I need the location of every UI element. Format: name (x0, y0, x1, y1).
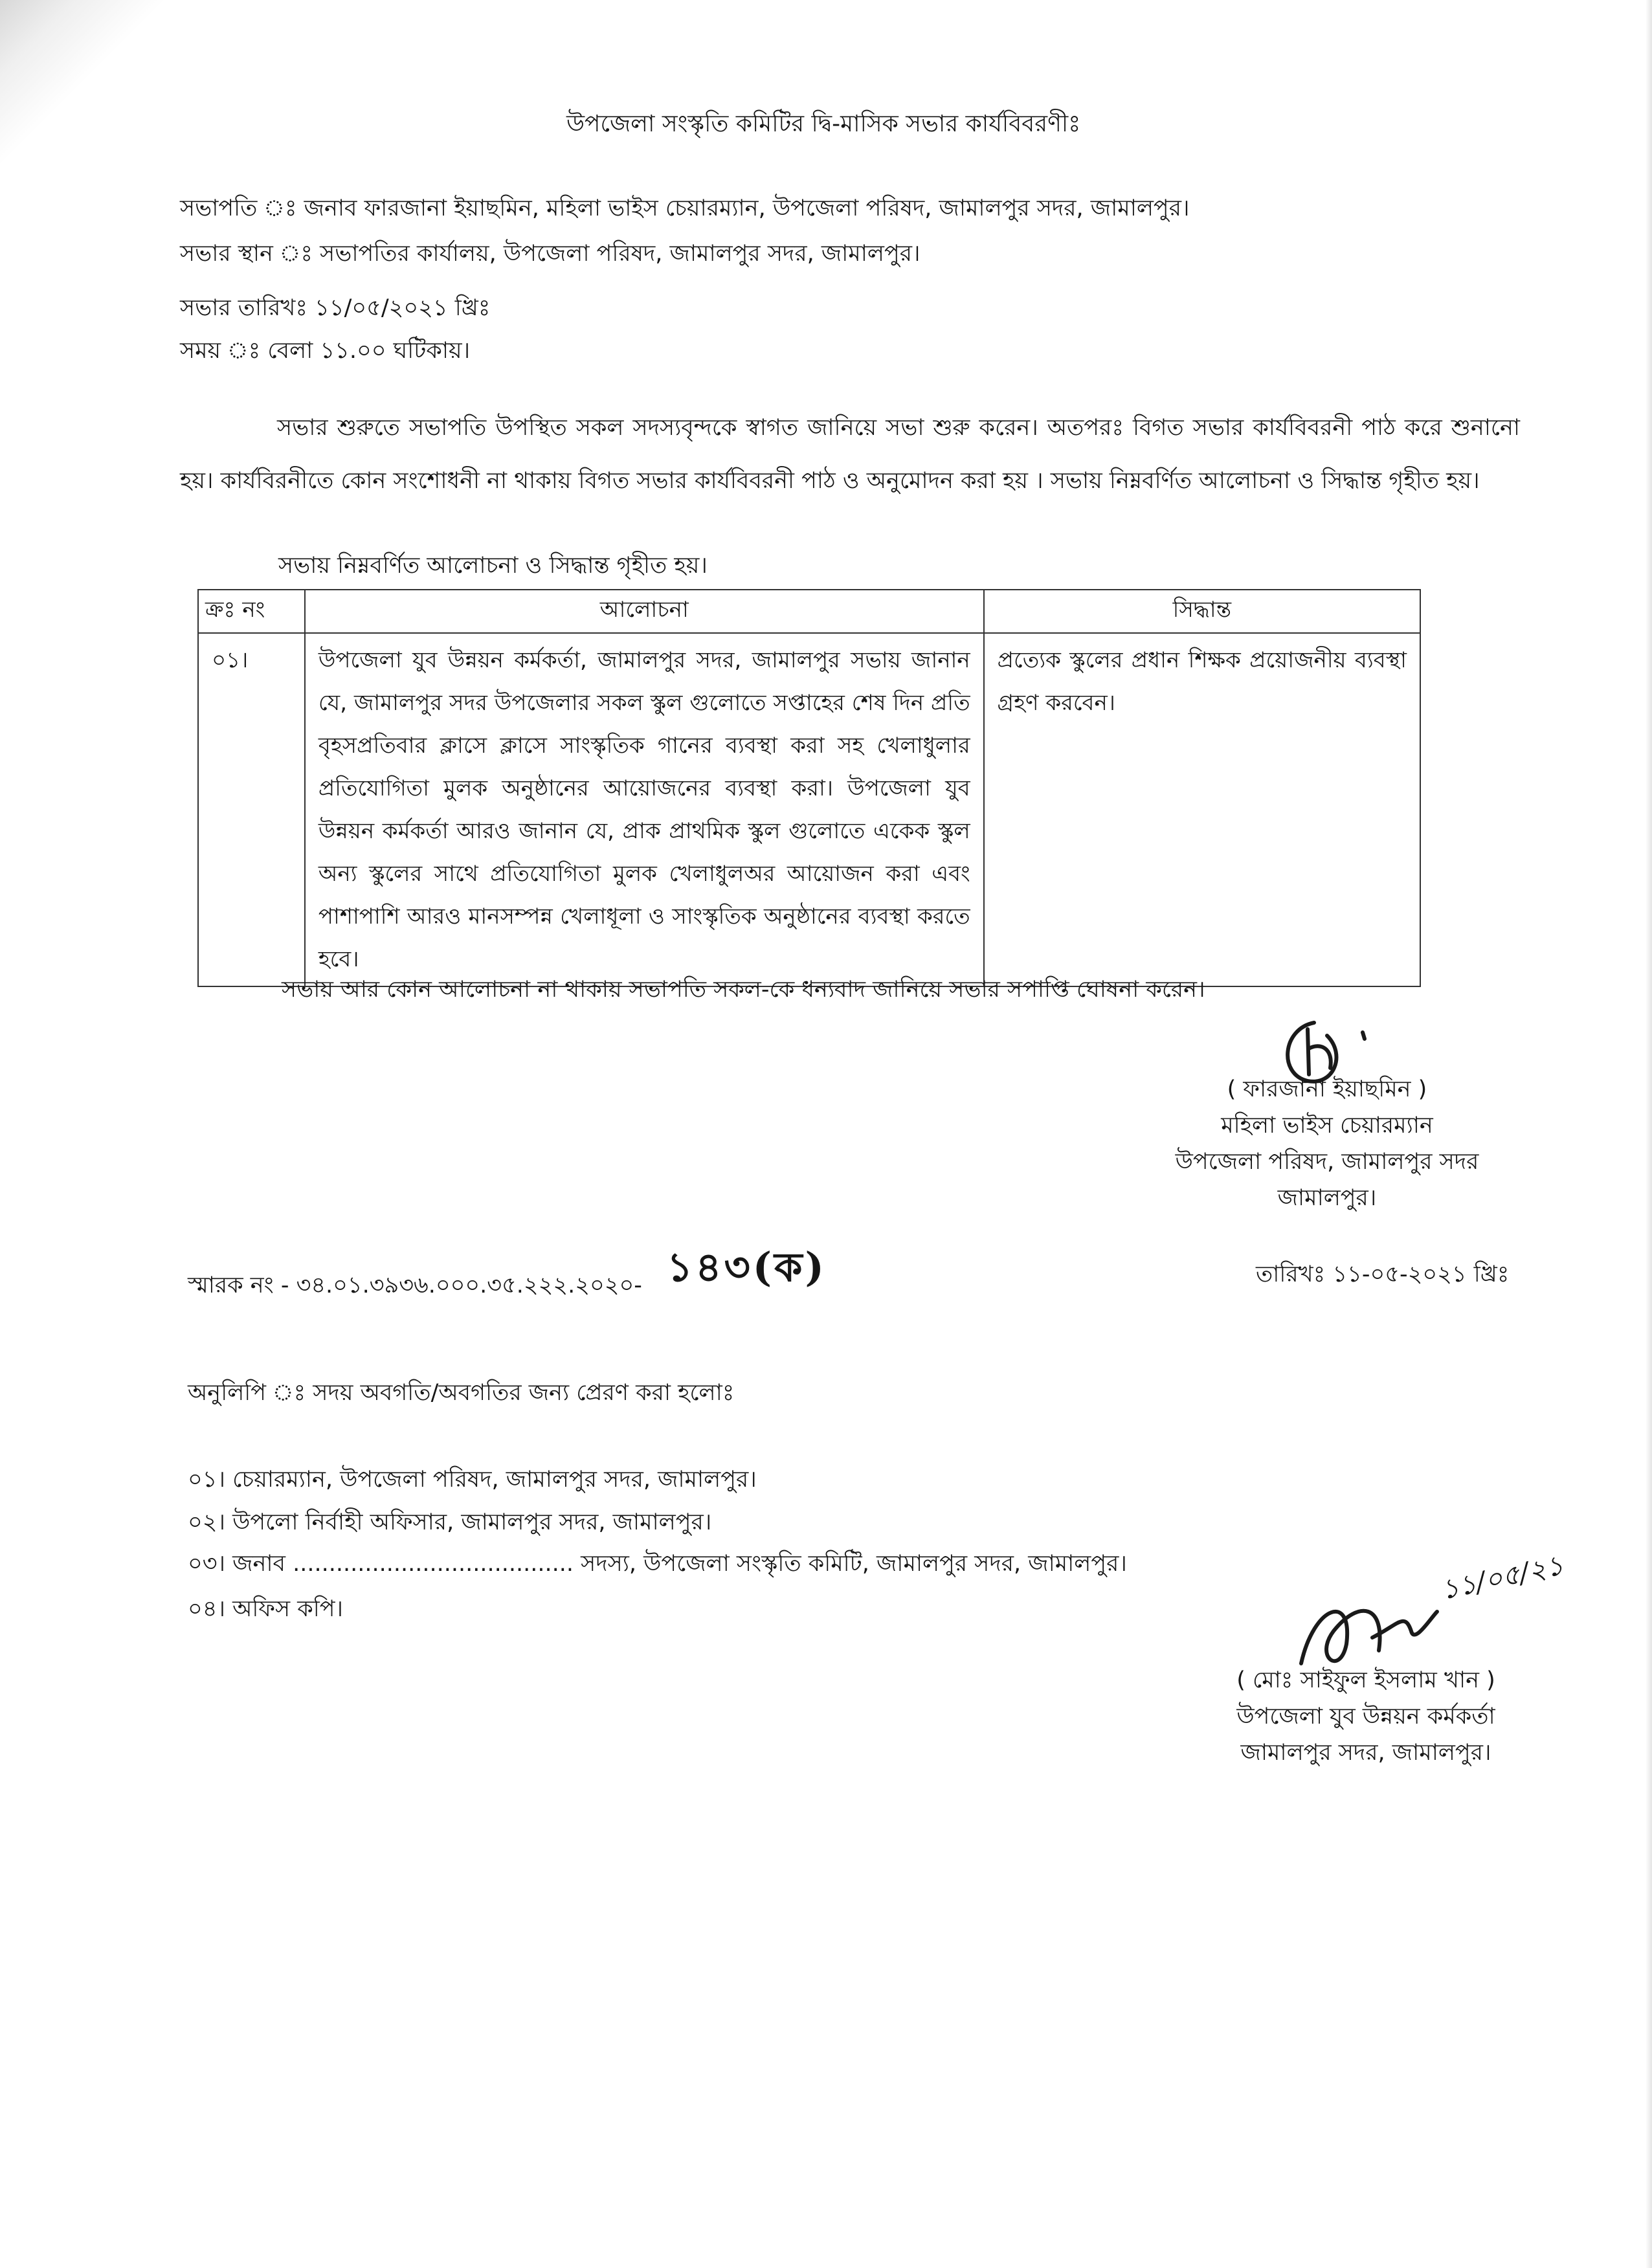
copy-to-heading: অনুলিপি ঃ সদয় অবগতি/অবগতির জন্য প্রেরণ করা হলোঃ (188, 1380, 735, 1406)
chair-signature-block (1126, 1071, 1528, 1216)
table-header-row (198, 590, 1420, 633)
chair-place: জামালপুর। (1277, 1185, 1377, 1211)
meeting-date: সভার তারিখঃ ১১/০৫/২০২১ খ্রিঃ (180, 295, 491, 321)
minutes-table (197, 589, 1421, 987)
officer-signature-block (1165, 1662, 1567, 1771)
row-discussion: উপজেলা যুব উন্নয়ন কর্মকর্তা, জামালপুর সদর, জামালপুর সভায় জানান যে, জামালপুর সদর উপজেলার সকল স্কুল গুলোতে সপ্তাহের শেষ দিন প্রতি বৃহসপ্রতিবার ক্লাসে ক্লাসে সাংস্কৃতিক গানের ব্যবস্থা করা সহ খেলাধুলার প্রতিযোগিতা মুলক অনুষ্ঠানের আয়োজনের ব্যবস্থা করা। উপজেলা যুব উন্নয়ন কর্মকর্তা আরও জানান যে, প্রাক প্রাথমিক স্কুল গুলোতে একেক স্কুল অন্য স্কুলের সাথে প্রতিযোগিতা মুলক খেলাধুলঅর আয়োজন করা এবং পাশাপাশি আরও মানসম্পন্ন খেলাধূলা ও সাংস্কৃতিক অনুষ্ঠানের ব্যবস্থা করতে হবে। (305, 633, 984, 986)
officer-name: ( মোঃ সাইফুল ইসলাম খান ) (1236, 1667, 1495, 1693)
chair-designation: মহিলা ভাইস চেয়ারম্যান (1221, 1113, 1433, 1139)
document-title: উপজেলা সংস্কৃতি কমিটির দ্বি-মাসিক সভার কার্যবিবরণীঃ (566, 111, 1081, 137)
header-serial: ক্রঃ নং (198, 590, 305, 633)
header-decision: সিদ্ধান্ত (984, 590, 1420, 633)
meeting-time: সময় ঃ বেলা ১১.০০ ঘটিকায়। (180, 338, 471, 364)
chair-office: উপজেলা পরিষদ, জামালপুর সদর (1175, 1149, 1479, 1175)
row-decision: প্রত্যেক স্কুলের প্রধান শিক্ষক প্রয়োজনীয় ব্যবস্থা গ্রহণ করবেন। (984, 633, 1420, 986)
memo-handwritten-suffix: ১৪৩(ক) (667, 1243, 827, 1291)
scan-corner-shadow (0, 0, 220, 194)
table-row (198, 633, 1420, 986)
chair-name: ( ফারজানা ইয়াছমিন ) (1227, 1076, 1427, 1102)
meeting-venue: সভার স্থান ঃ সভাপতির কার্যালয়, উপজেলা পরিষদ, জামালপুর সদর, জামালপুর। (180, 241, 921, 267)
meeting-chair: সভাপতি ঃ জনাব ফারজানা ইয়াছমিন, মহিলা ভাইস চেয়ারম্যান, উপজেলা পরিষদ, জামালপুর সদর, জামালপুর। (180, 195, 1190, 221)
scan-edge-shadow (1646, 0, 1652, 2268)
table-intro: সভায় নিম্নবর্ণিত আলোচনা ও সিদ্ধান্ত গৃহীত হয়। (278, 553, 708, 579)
memo-number: স্মারক নং - ৩৪.০১.৩৯৩৬.০০০.৩৫.২২২.২০২০- (188, 1273, 642, 1298)
list-item: ০১। চেয়ারম্যান, উপজেলা পরিষদ, জামালপুর সদর, জামালপুর। (188, 1467, 757, 1493)
officer-office: জামালপুর সদর, জামালপুর। (1240, 1740, 1491, 1766)
list-item: ০৩। জনাব ....................................... সদস্য, উপজেলা সংস্কৃতি কমিটি, জামালপুর সদর, জামালপুর। (188, 1551, 1127, 1577)
list-item: ০২। উপলো নির্বাহী অফিসার, জামালপুর সদর, জামালপুর। (188, 1509, 712, 1535)
officer-signature-date: ১১/০৫/২১ (1438, 1548, 1567, 1606)
row-serial: ০১। (198, 633, 305, 986)
intro-paragraph: সভার শুরুতে সভাপতি উপস্থিত সকল সদস্যবৃন্দকে স্বাগত জানিয়ে সভা শুরু করেন। অতপরঃ বিগত সভার কার্যবিবরনী পাঠ করে শুনানো হয়। কার্যবিরনীতে কোন সংশোধনী না থাকায় বিগত সভার কার্যবিবরনী পাঠ ও অনুমোদন করা হয় । সভায় নিম্নবর্ণিত আলোচনা ও সিদ্ধান্ত গৃহীত হয়। (180, 415, 1520, 494)
memo-date: তারিখঃ ১১-০৫-২০২১ খ্রিঃ (1256, 1262, 1510, 1287)
list-item: ০৪। অফিস কপি। (188, 1596, 344, 1622)
officer-designation: উপজেলা যুব উন্নয়ন কর্মকর্তা (1236, 1704, 1495, 1729)
closing-statement: সভায় আর কোন আলোচনা না থাকায় সভাপতি সকল-কে ধন্যবাদ জানিয়ে সভার সপাপ্তি ঘোষনা করেন। (282, 977, 1205, 1003)
header-discussion: আলোচনা (305, 590, 984, 633)
